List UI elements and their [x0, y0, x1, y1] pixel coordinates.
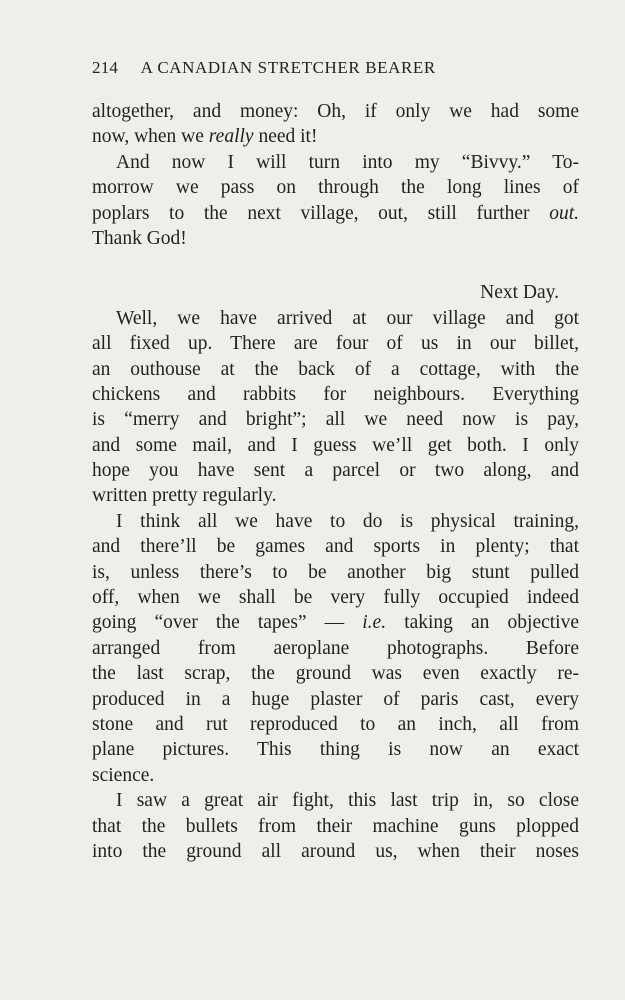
paragraph — [92, 306, 579, 509]
paragraph — [92, 509, 579, 788]
text-line: And now I will turn into my “Bivvy.” To- — [116, 151, 579, 173]
text-line: morrow we pass on through the long lines of — [92, 177, 579, 199]
text-line: off, when we shall be very fully occupied indeed — [92, 587, 579, 609]
text-line: all fixed up. There are four of us in our billet, — [92, 333, 579, 355]
text-line: now, when we really need it! — [92, 126, 318, 148]
page-number: 214 — [92, 58, 119, 77]
text-line: and some mail, and I guess we’ll get both. I only — [92, 434, 579, 456]
text-line: and there’ll be games and sports in plenty; that — [92, 536, 579, 558]
dateline: Next Day. — [480, 282, 559, 304]
text-line: I think all we have to do is physical training, — [116, 510, 579, 532]
text-line: that the bullets from their machine guns plopped — [92, 815, 579, 837]
text-line: the last scrap, the ground was even exactly re- — [92, 663, 579, 685]
text-line: plane pictures. This thing is now an exact — [92, 739, 579, 761]
text-line: stone and rut reproduced to an inch, all from — [92, 713, 579, 735]
text-line: going “over the tapes” — i.e. taking an objective — [92, 612, 580, 634]
paragraph — [92, 788, 579, 864]
running-title: A CANADIAN STRETCHER BEARER — [140, 58, 436, 77]
text-line: I saw a great air fight, this last trip in, so close — [116, 790, 579, 812]
text-line: is “merry and bright”; all we need now is pay, — [92, 409, 579, 431]
text-line: altogether, and money: Oh, if only we had some — [92, 101, 579, 122]
text-line: produced in a huge plaster of paris cast, every — [92, 688, 579, 710]
section-gap — [92, 251, 579, 280]
text-line: into the ground all around us, when their noses — [92, 840, 579, 862]
text-line: an outhouse at the back of a cottage, with the — [92, 358, 579, 380]
text-line: arranged from aeroplane photographs. Before — [92, 637, 579, 659]
text-line: Thank God! — [92, 227, 187, 249]
running-header — [92, 58, 436, 78]
text-line: poplars to the next village, out, still further out. — [92, 202, 579, 224]
text-line: written pretty regularly. — [92, 485, 277, 507]
text-line: hope you have sent a parcel or two along, and — [92, 460, 579, 482]
text-line: science. — [92, 764, 155, 786]
paragraph — [92, 150, 579, 252]
text-line: Well, we have arrived at our village and got — [116, 307, 579, 329]
text-line: is, unless there’s to be another big stunt pulled — [92, 561, 579, 583]
body-text — [92, 99, 579, 864]
text-line: chickens and rabbits for neighbours. Everything — [92, 383, 579, 405]
paragraph — [92, 99, 579, 150]
